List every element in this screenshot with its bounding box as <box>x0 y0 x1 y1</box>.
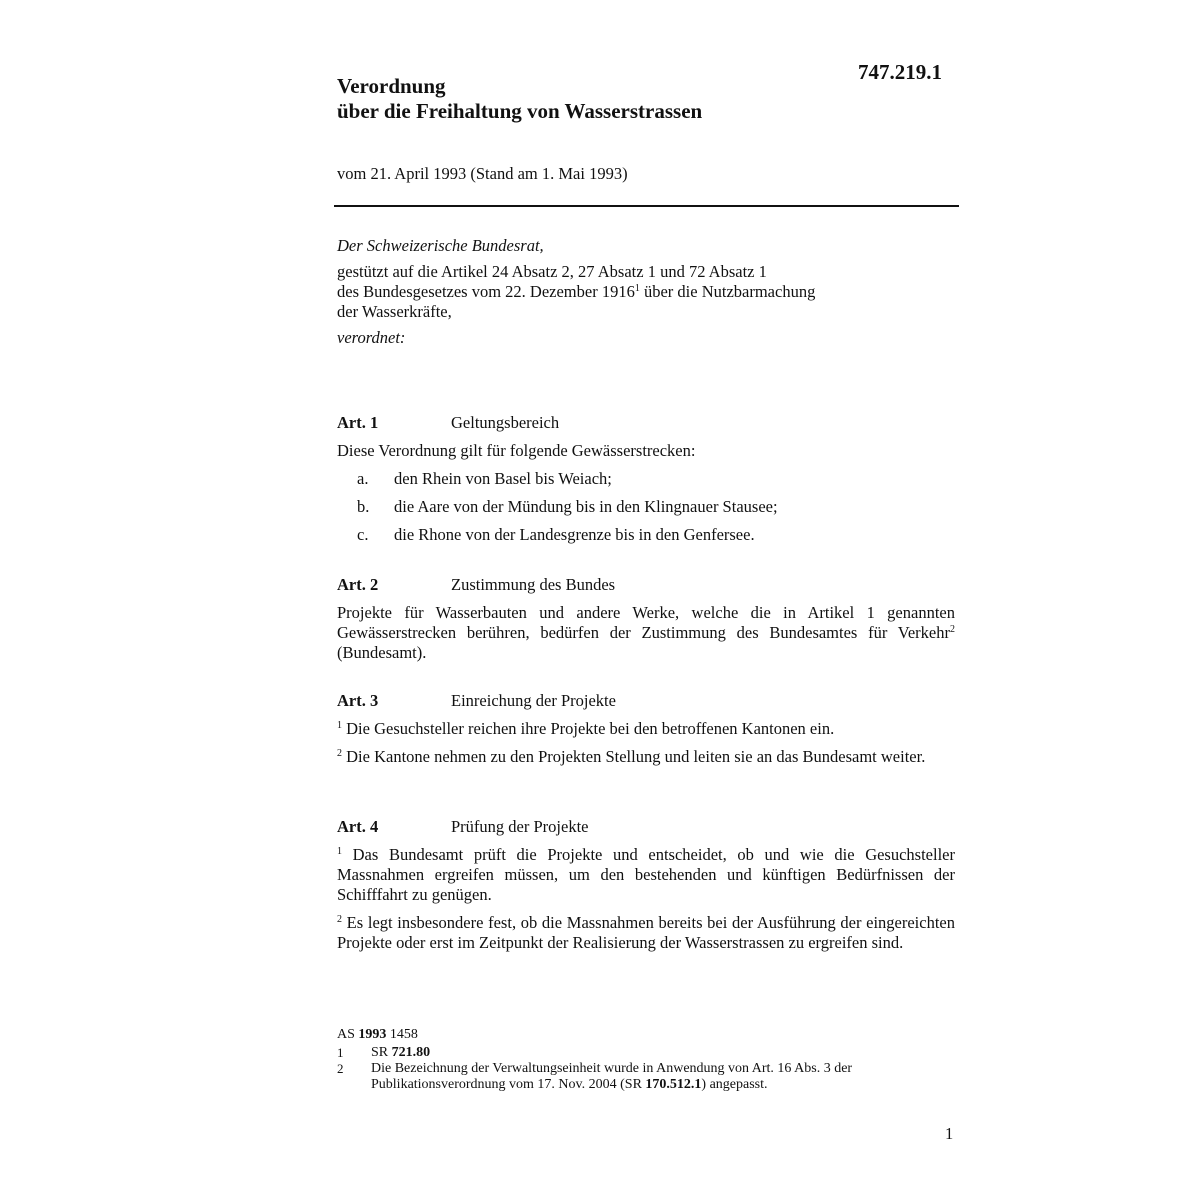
paragraph-text: Es legt insbesondere fest, ob die Massnahmen bereits bei der Ausführung der eingereichten Projekte oder erst im Zeitpunkt der Realisierung der Wasserstrassen zu ergreifen sind. <box>337 913 955 952</box>
header-divider <box>334 205 959 207</box>
article-2-header <box>337 575 955 595</box>
title-line-2: über die Freihaltung von Wasserstrassen <box>337 99 703 123</box>
footnote-text <box>371 1061 957 1093</box>
list-item-letter: a. <box>357 469 369 488</box>
footnote-1 <box>337 1045 957 1061</box>
preamble-basis-line-1: gestützt auf die Artikel 24 Absatz 2, 27 Absatz 1 und 72 Absatz 1 <box>337 262 767 281</box>
article-1-number: Art. 1 <box>337 413 379 432</box>
article-1-intro: Diese Verordnung gilt für folgende Gewässerstrecken: <box>337 441 696 460</box>
list-item <box>337 469 955 489</box>
paragraph-number: 1 <box>337 846 342 857</box>
preamble-authority: Der Schweizerische Bundesrat, <box>337 236 544 255</box>
preamble-basis <box>337 262 957 322</box>
article-4-heading: Prüfung der Projekte <box>451 817 589 836</box>
official-collection-reference <box>337 1027 957 1043</box>
article-3-paragraph-1 <box>337 719 955 739</box>
footnote-sr-number[interactable]: 721.80 <box>391 1045 431 1060</box>
document-title <box>337 74 702 124</box>
as-page: 1458 <box>386 1027 418 1042</box>
footnote-ref-1[interactable]: 1 <box>634 283 640 294</box>
list-item-text: die Rhone von der Landesgrenze bis in den Genfersee. <box>394 525 755 544</box>
article-2 <box>337 575 955 671</box>
footnotes <box>337 1027 957 1093</box>
as-prefix: AS <box>337 1027 359 1042</box>
page-number: 1 <box>945 1124 954 1143</box>
preamble-basis-text: des Bundesgesetzes vom 22. Dezember 1916 <box>337 282 635 301</box>
footnote-number: 1 <box>337 1045 344 1060</box>
article-4-paragraph-2 <box>337 913 955 953</box>
article-4-paragraph-1 <box>337 845 955 905</box>
paragraph-number: 1 <box>337 720 342 731</box>
article-1-header <box>337 413 955 433</box>
sr-number: 747.219.1 <box>858 60 942 84</box>
article-3-header <box>337 691 955 711</box>
paragraph-number: 2 <box>337 748 342 759</box>
preamble-basis-line-3: der Wasserkräfte, <box>337 302 452 321</box>
article-4 <box>337 817 955 961</box>
list-item-letter: b. <box>357 497 370 516</box>
date-line: vom 21. April 1993 (Stand am 1. Mai 1993) <box>337 164 628 183</box>
list-item <box>337 525 955 545</box>
footnote-ref-2[interactable]: 2 <box>950 624 955 635</box>
article-2-text <box>337 603 955 663</box>
list-item-text: den Rhein von Basel bis Weiach; <box>394 469 612 488</box>
footnote-2 <box>337 1061 957 1093</box>
article-3 <box>337 691 955 775</box>
paragraph-text: Das Bundesamt prüft die Projekte und entscheidet, ob und wie die Gesuchsteller Massnahmen ergreifen müssen, um den bestehenden und künftigen Bedürfnissen der Schifffahrt zu genügen. <box>337 845 955 904</box>
article-1 <box>337 413 955 553</box>
list-item-text: die Aare von der Mündung bis in den Klingnauer Stausee; <box>394 497 778 516</box>
footnote-text <box>371 1045 957 1061</box>
preamble-basis-text-post: über die Nutzbarmachung <box>639 282 816 301</box>
article-4-number: Art. 4 <box>337 817 379 836</box>
paragraph-text: Die Kantone nehmen zu den Projekten Stellung und leiten sie an das Bundesamt weiter. <box>342 747 926 766</box>
article-3-paragraph-2 <box>337 747 955 767</box>
footnote-text-post: ) angepasst. <box>701 1077 768 1092</box>
footnote-text-pre: Die Bezeichnung der Verwaltungseinheit wurde in Anwendung von Art. 16 Abs. 3 der Publikationsverordnung vom 17. Nov. 2004 (SR <box>371 1061 853 1092</box>
list-item-letter: c. <box>357 525 369 544</box>
as-year: 1993 <box>358 1027 387 1042</box>
footnote-text-pre: SR <box>371 1045 392 1060</box>
article-2-text-body: Projekte für Wasserbauten und andere Werke, welche die in Artikel 1 genannten Gewässerstrecken berühren, bedürfen der Zustimmung des Bundesamtes für Verkehr <box>337 603 955 642</box>
paragraph-text: Die Gesuchsteller reichen ihre Projekte bei den betroffenen Kantonen ein. <box>342 719 835 738</box>
article-2-number: Art. 2 <box>337 575 379 594</box>
article-2-text-end: (Bundesamt). <box>337 643 427 662</box>
list-item <box>337 497 955 517</box>
paragraph-number: 2 <box>337 914 342 925</box>
preamble-decree: verordnet: <box>337 328 406 347</box>
preamble-basis-line-2 <box>337 282 957 302</box>
footnote-sr-number[interactable]: 170.512.1 <box>645 1077 702 1092</box>
article-3-heading: Einreichung der Projekte <box>451 691 616 710</box>
article-1-heading: Geltungsbereich <box>451 413 560 432</box>
footnote-number: 2 <box>337 1061 344 1076</box>
article-4-header <box>337 817 955 837</box>
title-line-1: Verordnung <box>337 74 446 98</box>
preamble <box>337 236 957 348</box>
article-2-heading: Zustimmung des Bundes <box>451 575 616 594</box>
article-3-number: Art. 3 <box>337 691 379 710</box>
